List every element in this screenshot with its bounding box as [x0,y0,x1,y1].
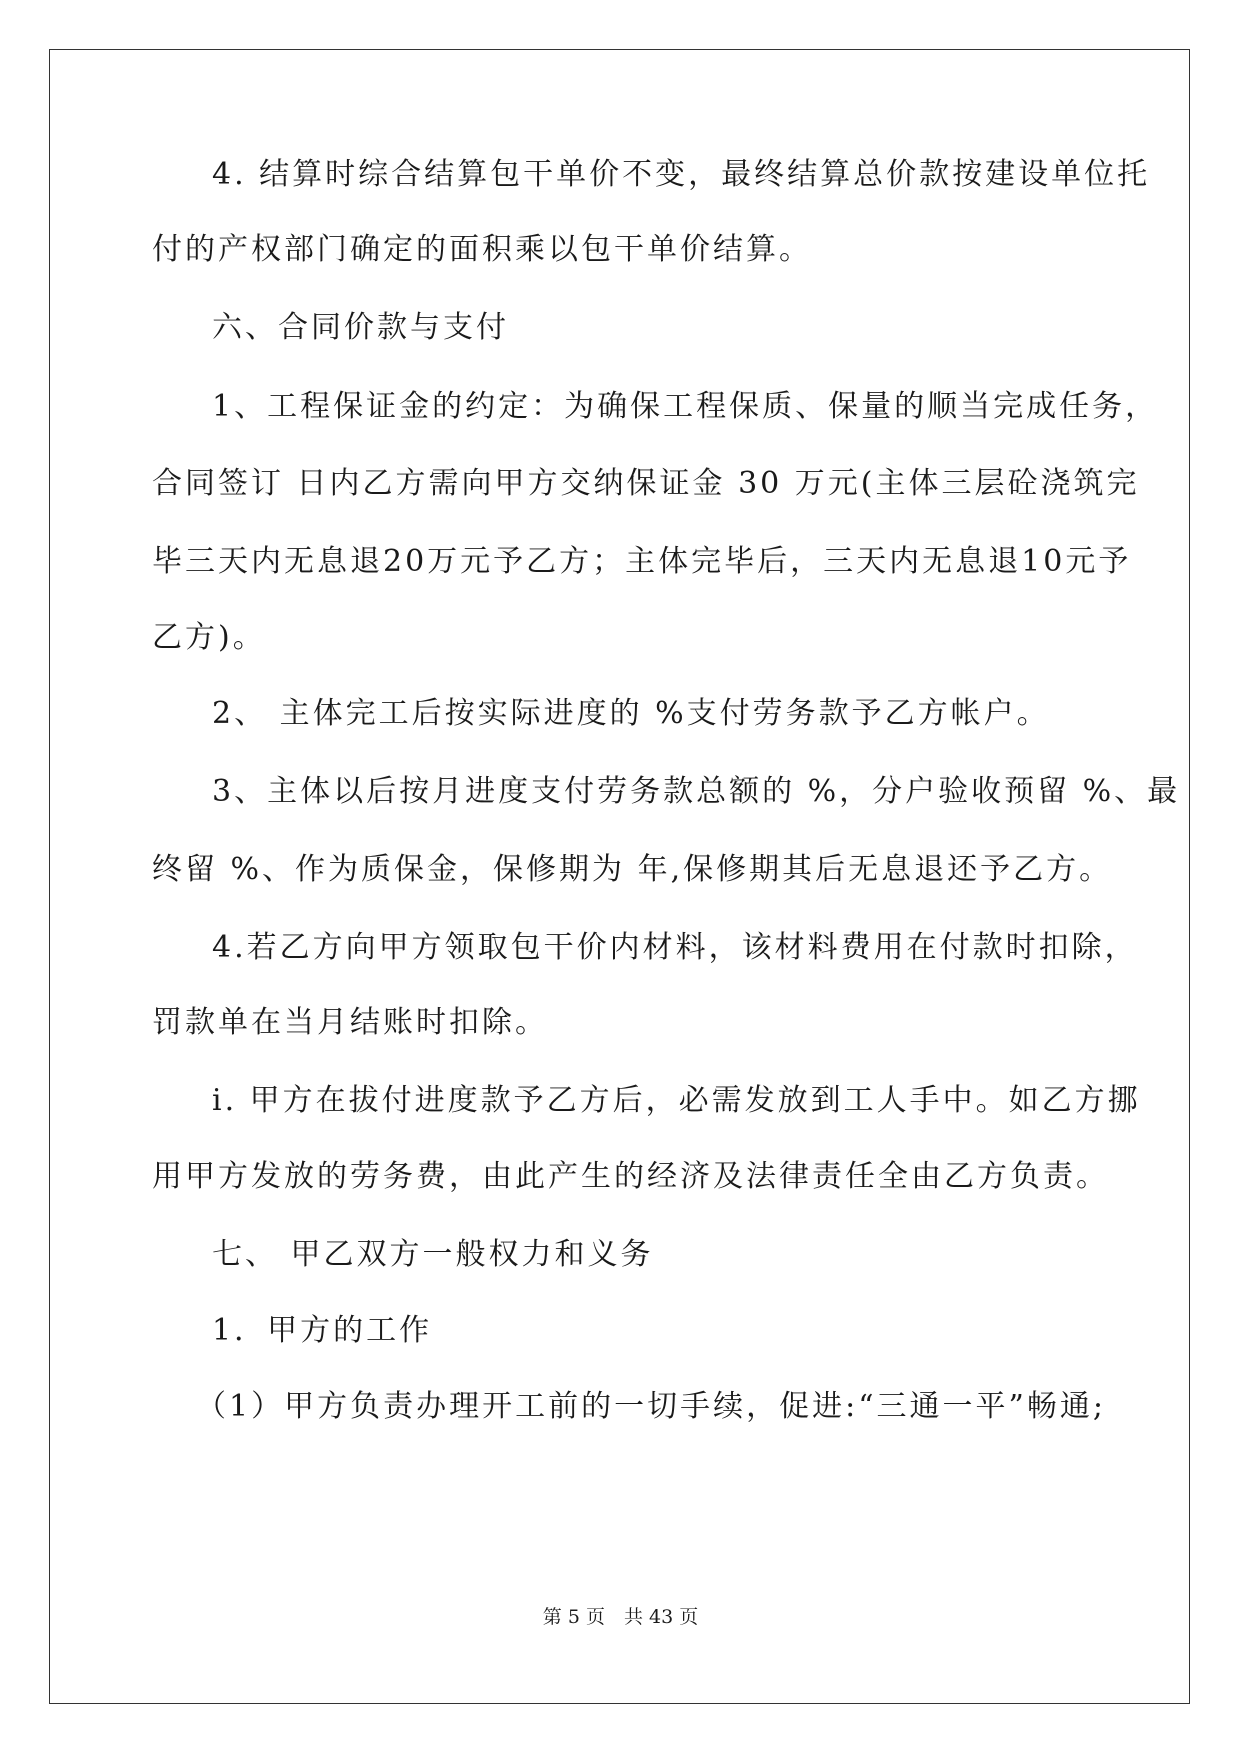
body-line-8: 3、主体以后按月进度支付劳务款总额的 %，分户验收预留 %、最 [212,774,1181,809]
body-line-10: 4.若乙方向甲方领取包干价内材料，该材料费用在付款时扣除， [212,930,1138,965]
body-line-7: 2、 主体完工后按实际进度的 %支付劳务款予乙方帐户。 [212,696,1050,731]
body-line-9: 终留 %、作为质保金，保修期为 年,保修期其后无息退还予乙方。 [152,852,1113,887]
body-line-1: 4. 结算时综合结算包干单价不变，最终结算总价款按建设单位托 [212,157,1151,192]
body-line-11: 罚款单在当月结账时扣除。 [152,1005,548,1040]
page-number-footer: 第 5 页 共 43 页 [542,1606,699,1628]
subheading-1: 1．甲方的工作 [212,1313,433,1348]
body-line-12: i. 甲方在拔付进度款予乙方后，必需发放到工人手中。如乙方挪 [212,1083,1141,1118]
body-line-4: 合同签订 日内乙方需向甲方交纳保证金 30 万元(主体三层砼浇筑完 [152,466,1140,501]
section-heading-6: 六、合同价款与支付 [212,310,509,345]
section-heading-7: 七、 甲乙双方一般权力和义务 [212,1237,654,1272]
body-line-6: 乙方)。 [152,620,266,655]
body-line-14: （1）甲方负责办理开工前的一切手续，促进:“三通一平”畅通; [196,1389,1106,1424]
body-line-3: 1、工程保证金的约定：为确保工程保质、保量的顺当完成任务， [212,389,1159,424]
body-line-2: 付的产权部门确定的面积乘以包干单价结算。 [152,232,812,267]
body-line-13: 用甲方发放的劳务费，由此产生的经济及法律责任全由乙方负责。 [152,1159,1109,1194]
body-line-5: 毕三天内无息退20万元予乙方；主体完毕后，三天内无息退10元予 [152,544,1132,579]
